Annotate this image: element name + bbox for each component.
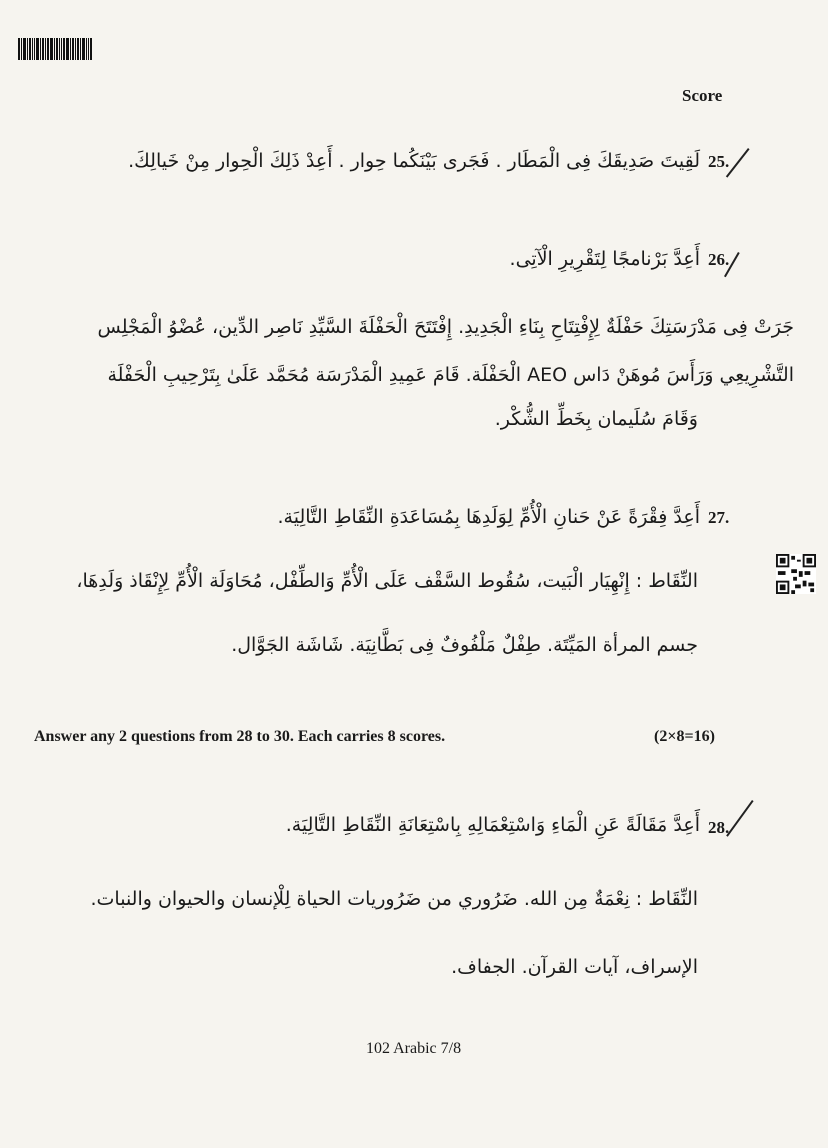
score-column-label: Score <box>682 86 723 105</box>
question-27-text: أَعِدَّ فِقْرَةً عَنْ حَنانِ الْأُمِّ لِوَلَدِهَا بِمُسَاعَدَةِ النِّقَاطِ التَّالِيَة. <box>277 506 700 528</box>
question-26-body-line: التَّشْرِيعِي وَرَأَسَ مُوهَنْ دَاس AEO الْحَفْلَة. قَامَ عَمِيدِ الْمَدْرَسَة مُحَمَّد عَلَىٰ بِتَرْحِيبِ الْحَفْلَة <box>107 364 794 386</box>
question-28-points-line: النِّقَاط : نِعْمَةٌ مِن الله. ضَرُوري من ضَرُوريات الحياة لِلْإنسان والحيوان والنبات. <box>90 888 698 910</box>
question-26-body-line: جَرَتْ فِى مَدْرَسَتِكَ حَفْلَةٌ لِإِفْتِتَاحِ بِنَاءِ الْجَدِيدِ. إِفْتَتَحَ الْحَفْلَةَ السَّيِّدِ نَاصِر الدِّين، عُضْوُ الْمَجْلِس <box>97 316 794 338</box>
question-27-points-line: النِّقَاط : إِنْهِيَار الْبَيت، سُقُوط السَّقْف عَلَى الْأُمِّ وَالطِّفْل، مُحَاوَلَة الْأُمِّ لِإِنْقَاذ وَلَدِهَا، <box>76 570 698 592</box>
barcode <box>18 38 106 60</box>
question-27-number: 27. <box>708 508 730 527</box>
question-28-number: 28. <box>708 818 730 837</box>
section-instruction: Answer any 2 questions from 28 to 30. Each carries 8 scores. <box>34 728 446 745</box>
question-27-points-line: جسم المرأة المَيِّتَة. طِفْلٌ مَلْفُوفٌ فِى بَطَّانِيَة. شَاشَة الجَوَّال. <box>231 634 698 656</box>
tick-mark <box>726 800 753 837</box>
qr-code-icon <box>776 554 816 594</box>
section-marks: (2×8=16) <box>654 728 715 745</box>
question-26-body-line: وَقَامَ سُلَيمان بِخَطِّ الشُّكْر. <box>494 408 698 430</box>
question-25-number: 25. <box>708 152 730 171</box>
question-26-number: 26. <box>708 250 730 269</box>
question-26-text: أَعِدَّ بَرْنامجًا لِتَقْرِيرِ الْآتِى. <box>509 248 700 270</box>
page-footer: 102 Arabic 7/8 <box>366 1040 462 1057</box>
question-28-text: أَعِدَّ مَقَالَةً عَنِ الْمَاءِ وَاسْتِعْمَالِهِ بِاسْتِعَانَةِ النِّقَاطِ التَّالِيَة. <box>285 814 700 836</box>
question-25-text: لَقِيتَ صَدِيقَكَ فِى الْمَطَار . فَجَرى بَيْنَكُما حِوار . أَعِدْ ذَلِكَ الْحِوار مِنْ خَيالِكَ. <box>128 150 700 172</box>
question-28-points-line: الإسراف، آيات القرآن. الجفاف. <box>451 956 698 978</box>
tick-mark <box>726 148 750 178</box>
